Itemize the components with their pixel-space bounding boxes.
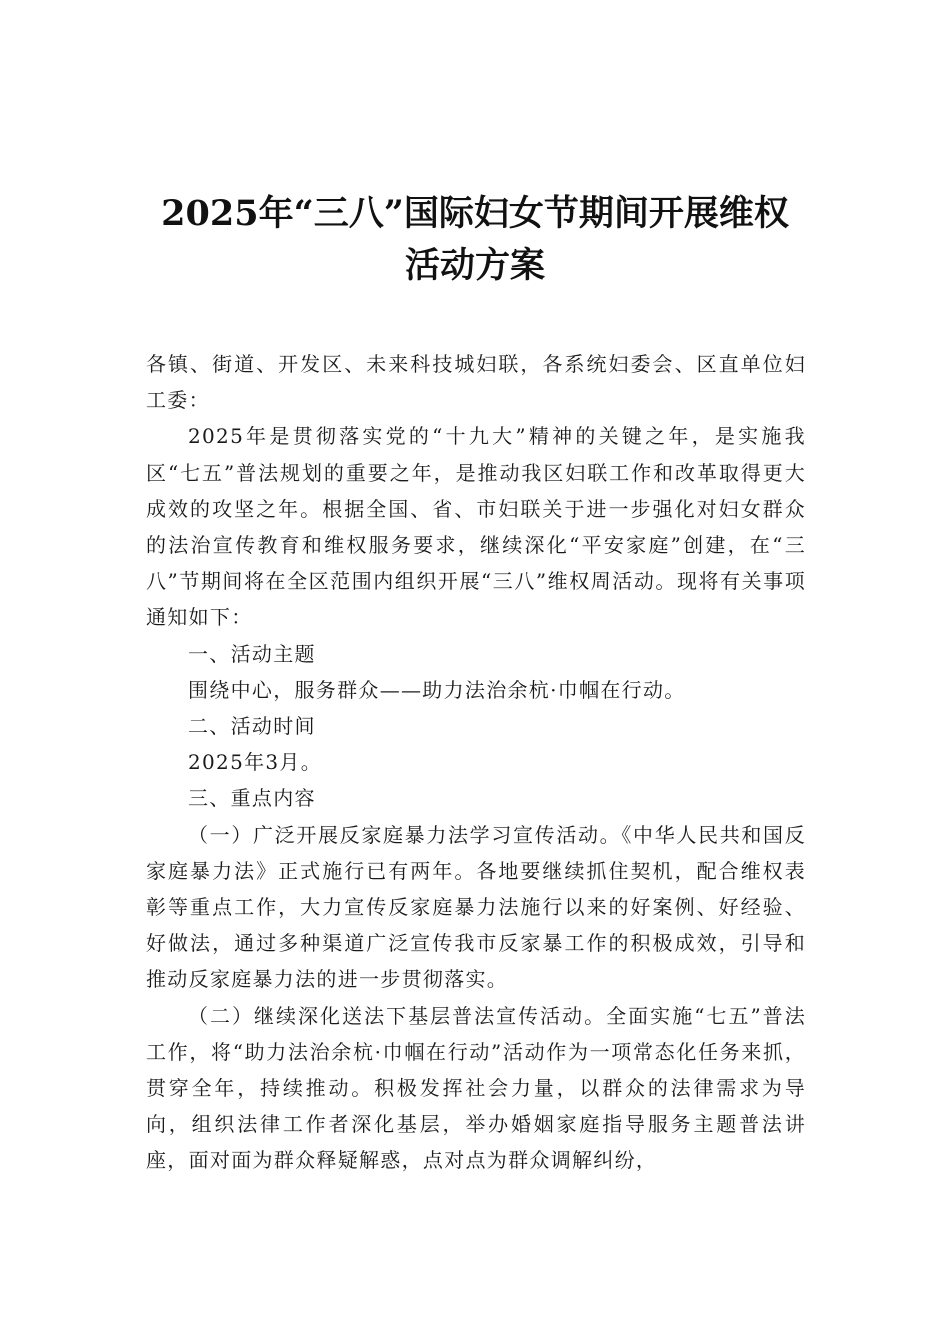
title-line-2: 活动方案 [404,245,545,286]
section-heading-time: 二、活动时间 [188,714,316,739]
content-item-2: （二）继续深化送法下基层普法宣传活动。全面实施“七五”普法工作，将“助力法治余杭·巾帼在行动”活动作为一项常态化任务来抓，贯穿全年，持续推动。积极发挥社会力量，以群众的法律需求为导向，组织法律工作者深化基层，举办婚姻家庭指导服务主题普法讲座，面对面为群众释疑解惑，点对点为群众调解纠纷， [146,1003,806,1173]
section-heading-theme: 一、活动主题 [188,641,316,666]
document-title [100,188,850,292]
content-item-1: （一）广泛开展反家庭暴力法学习宣传活动。《中华人民共和国反家庭暴力法》正式施行已有两年。各地要继续抓住契机，配合维权表彰等重点工作，大力宣传反家庭暴力法施行以来的好案例、好经验、好做法，通过多种渠道广泛宣传我市反家暴工作的积极成效，引导和推动反家庭暴力法的进一步贯彻落实。 [146,822,806,992]
time-text: 2025年3月。 [188,750,323,775]
document-body [146,346,806,1179]
intro-paragraph: 2025年是贯彻落实党的“十九大”精神的关键之年，是实施我区“七五”普法规划的重要之年，是推动我区妇联工作和改革取得更大成效的攻坚之年。根据全国、省、市妇联关于进一步强化对妇女群众的法治宣传教育和维权服务要求，继续深化“平安家庭”创建，在“三八”节期间将在全区范围内组织开展“三八”维权周活动。现将有关事项通知如下： [146,424,806,630]
section-heading-content: 三、重点内容 [188,786,316,811]
theme-text: 围绕中心，服务群众——助力法治余杭·巾帼在行动。 [188,677,686,702]
title-line-1: 2025年“三八”国际妇女节期间开展维权 [161,193,789,234]
salutation: 各镇、街道、开发区、未来科技城妇联，各系统妇委会、区直单位妇工委： [146,352,806,413]
